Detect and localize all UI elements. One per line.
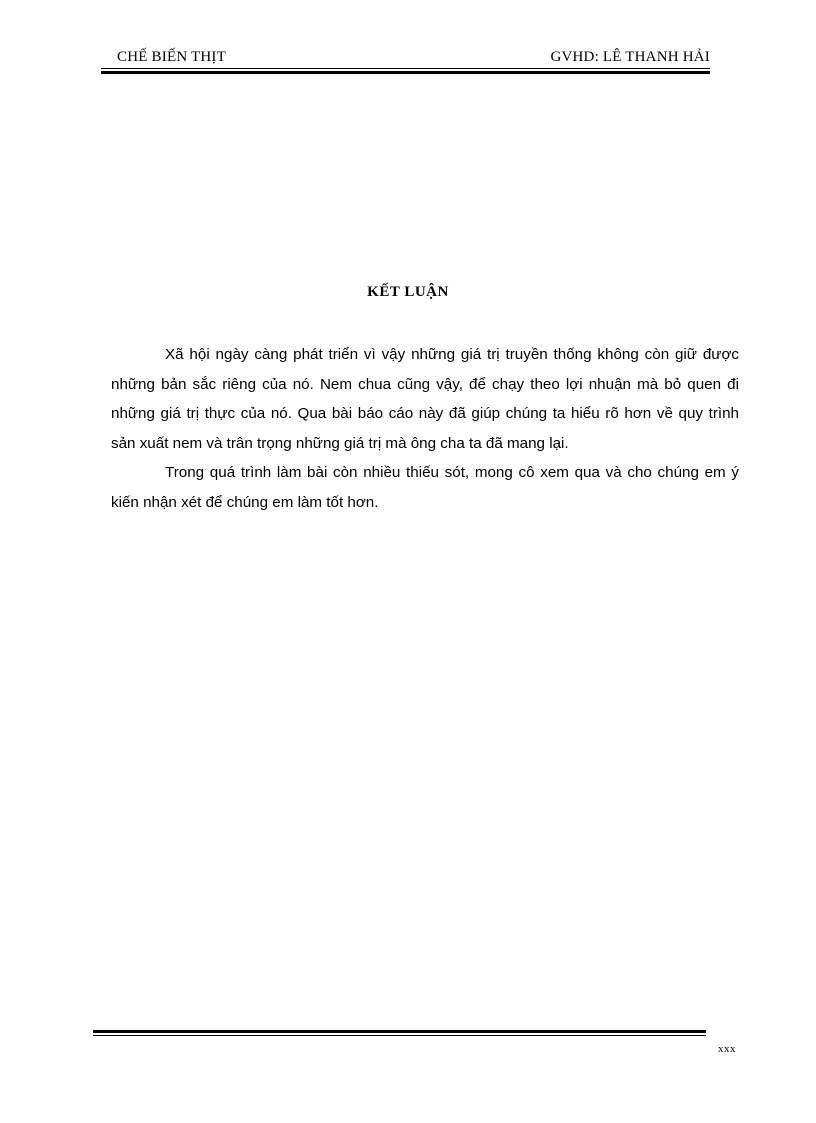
page-title: KẾT LUẬN <box>367 284 449 300</box>
paragraph: Xã hội ngày càng phát triển vì vậy những giá trị truyền thống không còn giữ được những bản sắc riêng của nó. Nem chua cũng vậy, để chạy theo lợi nhuận mà bỏ quen đi những giá trị thực của nó. Qua bài báo cáo này đã giúp chúng ta hiểu rõ hơn về quy trình sản xuất nem và trân trọng những giá trị mà ông cha ta đã mang lại. <box>111 346 739 452</box>
header-divider-thin <box>101 68 710 69</box>
header-instructor: GVHD: LÊ THANH HẢI <box>550 49 710 65</box>
footer-divider-thick <box>93 1030 706 1033</box>
body-text <box>111 340 739 517</box>
page-number: xxx <box>718 1043 736 1055</box>
paragraph: Trong quá trình làm bài còn nhiều thiếu sót, mong cô xem qua và cho chúng em ý kiến nhận xét để chúng em làm tốt hơn. <box>111 464 739 511</box>
header-subject: CHẾ BIẾN THỊT <box>117 49 226 65</box>
footer-divider-thin <box>93 1035 706 1036</box>
header-divider-thick <box>101 71 710 74</box>
